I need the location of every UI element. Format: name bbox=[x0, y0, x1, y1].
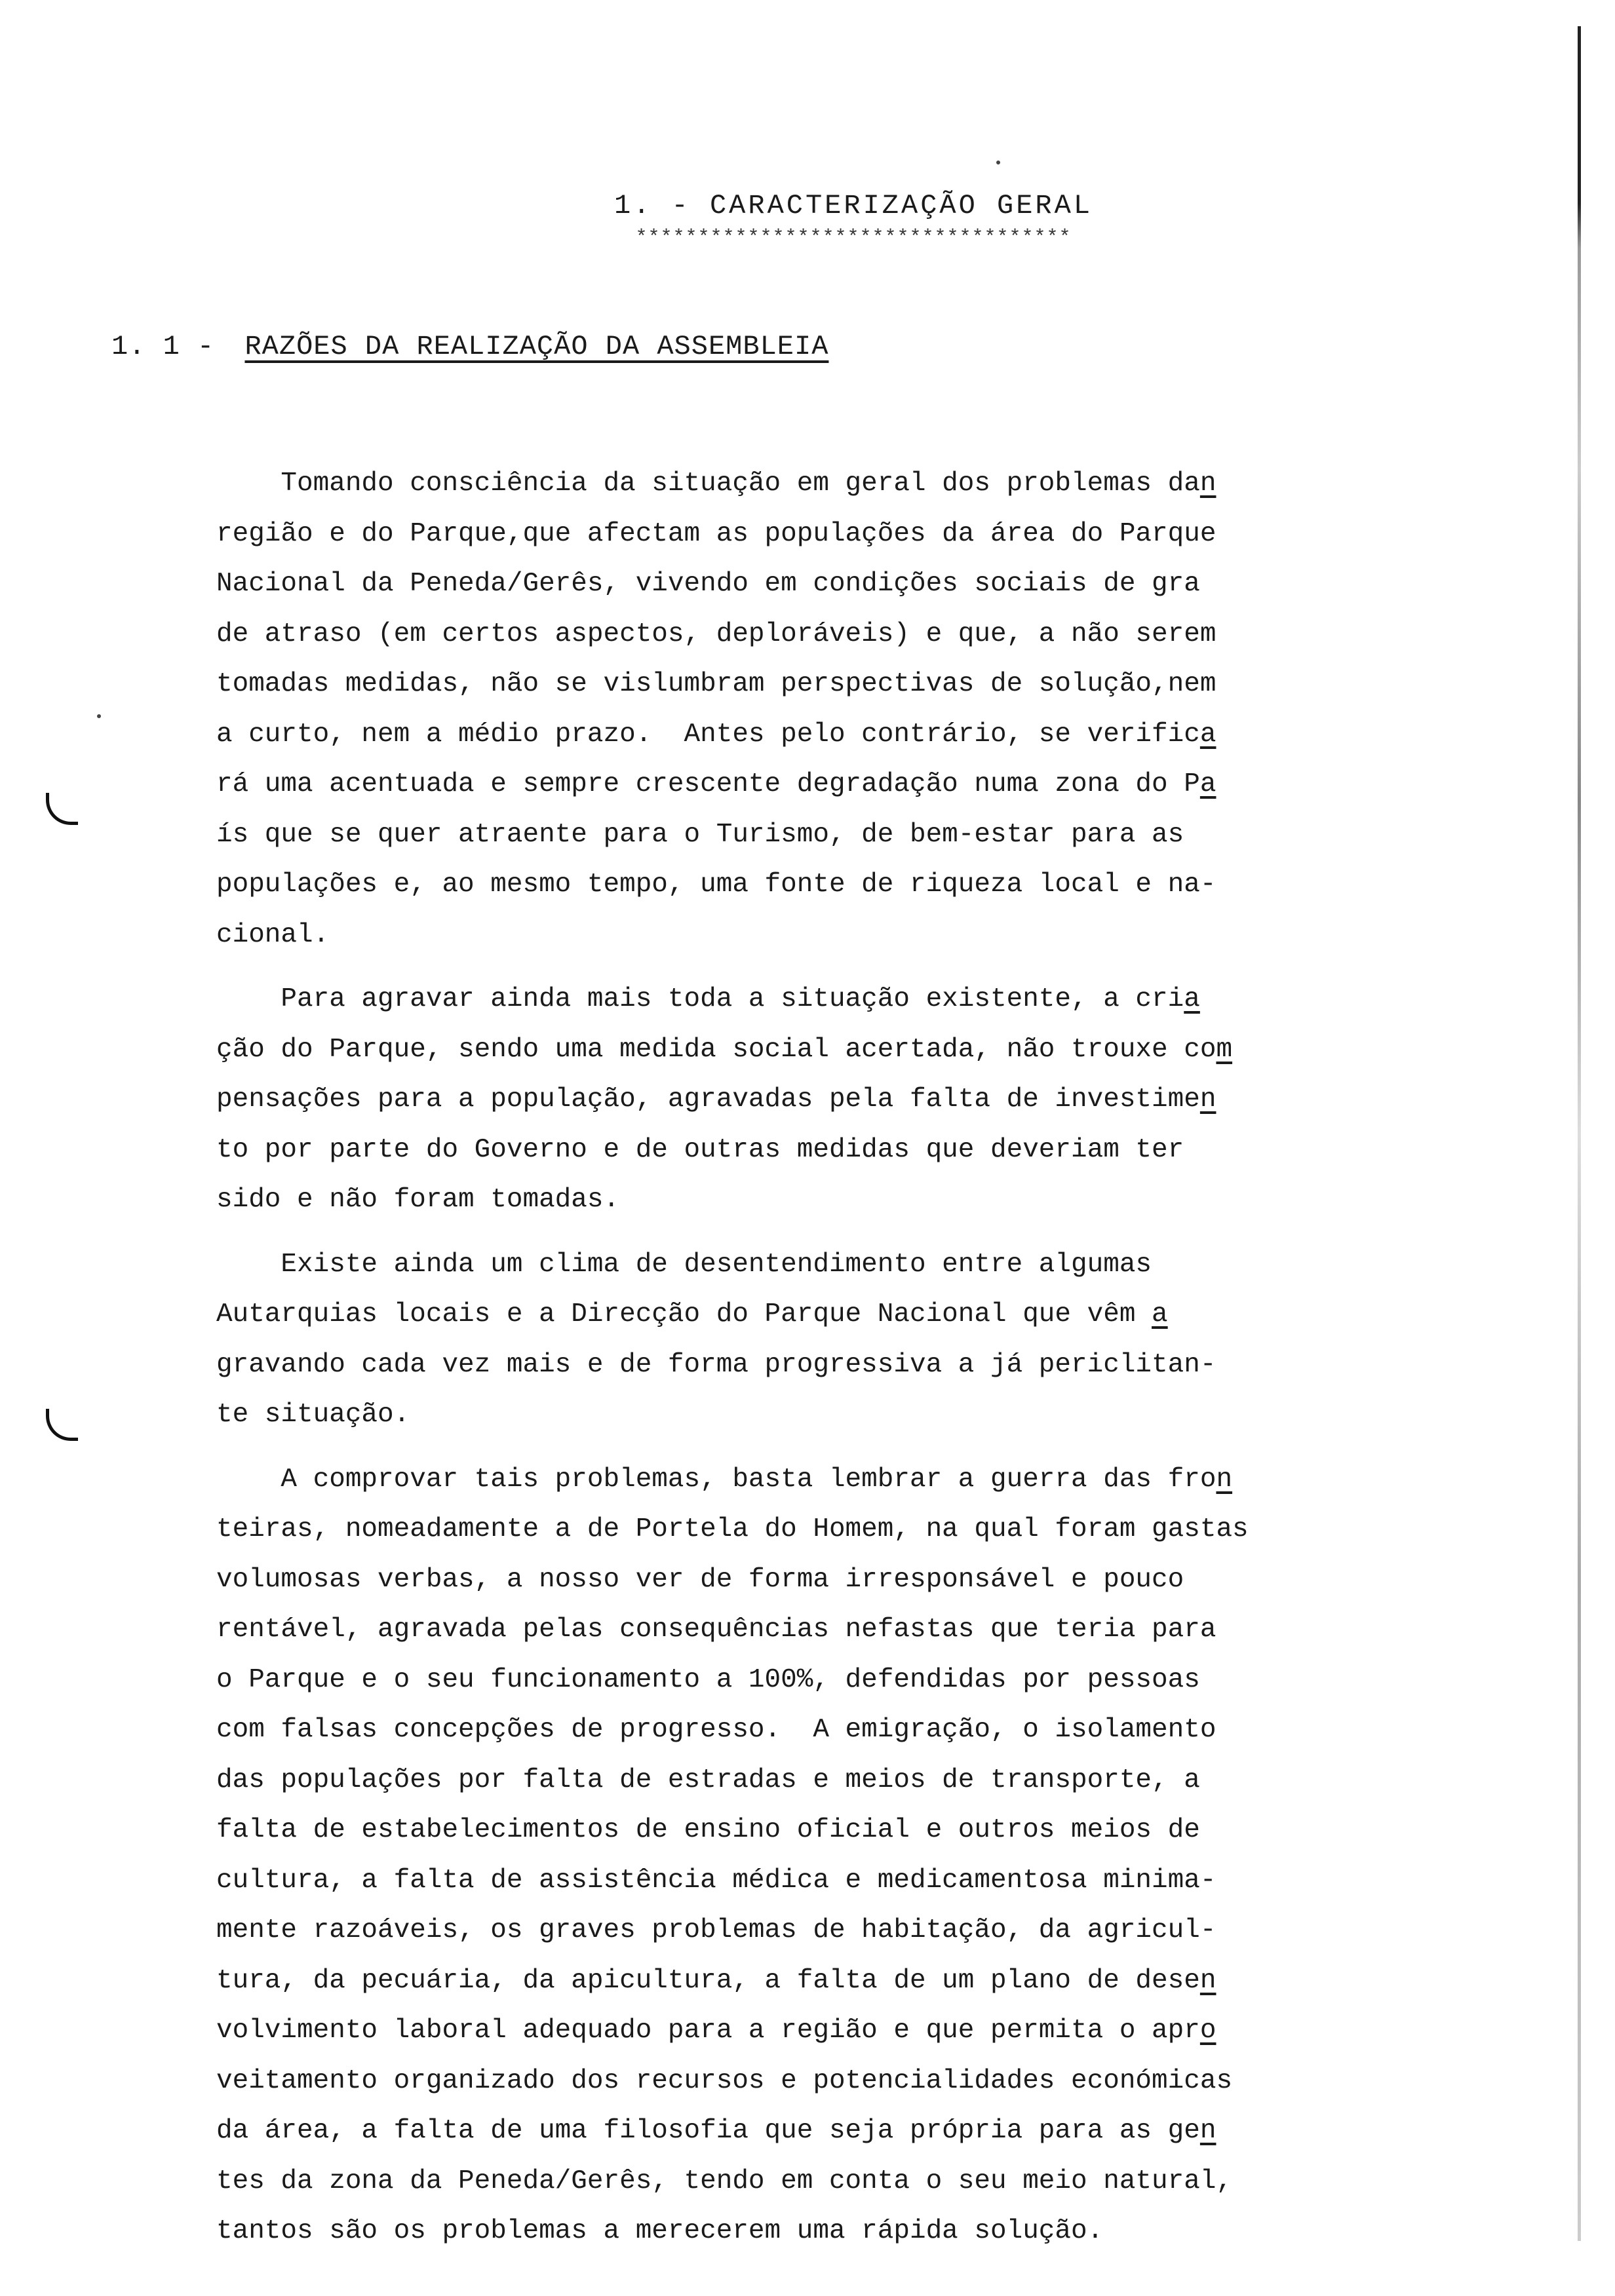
text-line bbox=[216, 759, 1488, 810]
text-line-content: a curto, nem a médio prazo. Antes pelo contrário, se verific bbox=[216, 719, 1200, 750]
underlined-hyphen-letter: a bbox=[1199, 769, 1216, 799]
text-line-content: ís que se quer atraente para o Turismo, de bem-estar para as bbox=[216, 819, 1184, 850]
text-line-content: volvimento laboral adequado para a região e que permita o apr bbox=[216, 2016, 1200, 2046]
underlined-hyphen-letter: n bbox=[1199, 1084, 1216, 1115]
scan-speck bbox=[996, 161, 1000, 164]
underlined-hyphen-letter: n bbox=[1199, 1965, 1216, 1996]
text-line-content: tomadas medidas, não se vislumbram perspectivas de solução,nem bbox=[216, 669, 1216, 699]
section-number: 1. 1 - bbox=[111, 331, 215, 362]
text-line-content: das populações por falta de estradas e meios de transporte, a bbox=[216, 1765, 1200, 1795]
text-line-content: teiras, nomeadamente a de Portela do Homem, na qual foram gastas bbox=[216, 1514, 1249, 1544]
text-line-content: tantos são os problemas a merecerem uma rápida solução. bbox=[216, 2216, 1104, 2246]
text-line bbox=[216, 509, 1488, 560]
text-line bbox=[216, 1755, 1488, 1806]
text-line bbox=[216, 1025, 1488, 1075]
text-line bbox=[216, 1605, 1488, 1655]
page-title: 1. - CARACTERIZAÇÃO GERAL bbox=[613, 190, 1093, 221]
text-line-content: falta de estabelecimentos de ensino oficial e outros meios de bbox=[216, 1815, 1200, 1845]
text-line bbox=[216, 2156, 1488, 2207]
title-underline-stars: *********************************** bbox=[635, 227, 1072, 249]
text-line bbox=[216, 609, 1488, 660]
text-line bbox=[216, 1455, 1488, 1505]
scan-edge-shadow bbox=[1578, 26, 1581, 2241]
text-line bbox=[216, 2056, 1488, 2107]
text-line-content: rá uma acentuada e sempre crescente degradação numa zona do P bbox=[216, 769, 1200, 799]
text-line bbox=[216, 1340, 1488, 1390]
text-line bbox=[216, 2106, 1488, 2156]
text-line bbox=[216, 559, 1488, 609]
text-line bbox=[216, 1504, 1488, 1555]
text-line-content: rentável, agravada pelas consequências nefastas que teria para bbox=[216, 1615, 1216, 1645]
text-line bbox=[216, 810, 1488, 860]
text-line bbox=[216, 459, 1488, 509]
underlined-hyphen-letter: a bbox=[1184, 984, 1200, 1014]
text-line bbox=[216, 1956, 1488, 2006]
text-line-content: to por parte do Governo e de outras medidas que deveriam ter bbox=[216, 1134, 1184, 1165]
text-line bbox=[216, 1705, 1488, 1755]
title-block bbox=[0, 190, 1615, 249]
text-line bbox=[216, 974, 1488, 1025]
text-line-content: veitamento organizado dos recursos e potencialidades económicas bbox=[216, 2065, 1233, 2096]
text-line bbox=[216, 1655, 1488, 1706]
text-line-content: da área, a falta de uma filosofia que seja própria para as ge bbox=[216, 2116, 1200, 2146]
text-line-content: região e do Parque,que afectam as populações da área do Parque bbox=[216, 518, 1216, 549]
text-line-content: Autarquias locais e a Direcção do Parque Nacional que vêm bbox=[216, 1299, 1152, 1330]
margin-mark bbox=[46, 793, 78, 825]
text-line bbox=[216, 1125, 1488, 1176]
text-line-content: pensações para a população, agravadas pela falta de investime bbox=[216, 1084, 1200, 1115]
text-line-content: cultura, a falta de assistência médica e medicamentosa minima- bbox=[216, 1865, 1216, 1896]
text-line-content: o Parque e o seu funcionamento a 100%, defendidas por pessoas bbox=[216, 1664, 1200, 1695]
text-line bbox=[216, 1856, 1488, 1906]
text-line-content: Existe ainda um clima de desentendimento entre algumas bbox=[216, 1249, 1152, 1280]
text-line bbox=[216, 1075, 1488, 1125]
underlined-hyphen-letter: n bbox=[1216, 1464, 1233, 1495]
text-line-content: gravando cada vez mais e de forma progressiva a já periclitan- bbox=[216, 1349, 1216, 1380]
text-line bbox=[216, 1175, 1488, 1225]
underlined-hyphen-letter: a bbox=[1152, 1299, 1168, 1330]
underlined-hyphen-letter: n bbox=[1199, 469, 1216, 499]
text-line-content: cional. bbox=[216, 919, 330, 950]
text-line bbox=[216, 1390, 1488, 1440]
text-line bbox=[216, 1290, 1488, 1340]
text-line bbox=[216, 659, 1488, 710]
text-line-content: volumosas verbas, a nosso ver de forma irresponsável e pouco bbox=[216, 1564, 1184, 1595]
text-line-content: mente razoáveis, os graves problemas de habitação, da agricul- bbox=[216, 1915, 1216, 1945]
scan-speck bbox=[97, 714, 101, 718]
underlined-hyphen-letter: m bbox=[1216, 1034, 1233, 1065]
text-line bbox=[216, 710, 1488, 760]
underlined-hyphen-letter: o bbox=[1199, 2016, 1216, 2046]
text-line-content: Nacional da Peneda/Gerês, vivendo em condições sociais de gra bbox=[216, 569, 1200, 599]
text-line-content: sido e não foram tomadas. bbox=[216, 1185, 620, 1215]
text-line bbox=[216, 1555, 1488, 1605]
section-title: RAZÕES DA REALIZAÇÃO DA ASSEMBLEIA bbox=[244, 331, 829, 362]
section-heading bbox=[111, 331, 828, 362]
text-line bbox=[216, 860, 1488, 910]
text-line-content: A comprovar tais problemas, basta lembrar a guerra das fro bbox=[216, 1464, 1216, 1495]
text-line-content: te situação. bbox=[216, 1400, 410, 1430]
underlined-hyphen-letter: n bbox=[1199, 2116, 1216, 2146]
body-text bbox=[216, 459, 1488, 2257]
text-line-content: populações e, ao mesmo tempo, uma fonte de riqueza local e na- bbox=[216, 870, 1216, 900]
margin-mark bbox=[46, 1409, 78, 1441]
text-line-content: ção do Parque, sendo uma medida social acertada, não trouxe co bbox=[216, 1034, 1216, 1065]
text-line-content: Para agravar ainda mais toda a situação existente, a cri bbox=[216, 984, 1184, 1014]
text-line-content: com falsas concepções de progresso. A emigração, o isolamento bbox=[216, 1715, 1216, 1745]
text-line bbox=[216, 1240, 1488, 1290]
text-line-content: tura, da pecuária, da apicultura, a falta de um plano de dese bbox=[216, 1965, 1200, 1996]
underlined-hyphen-letter: a bbox=[1199, 719, 1216, 750]
text-line bbox=[216, 2206, 1488, 2257]
text-line bbox=[216, 910, 1488, 961]
text-line-content: Tomando consciência da situação em geral dos problemas da bbox=[216, 469, 1200, 499]
text-line-content: de atraso (em certos aspectos, deploráveis) e que, a não serem bbox=[216, 619, 1216, 649]
text-line-content: tes da zona da Peneda/Gerês, tendo em conta o seu meio natural, bbox=[216, 2166, 1233, 2196]
text-line bbox=[216, 1805, 1488, 1856]
text-line bbox=[216, 1905, 1488, 1956]
text-line bbox=[216, 2006, 1488, 2056]
